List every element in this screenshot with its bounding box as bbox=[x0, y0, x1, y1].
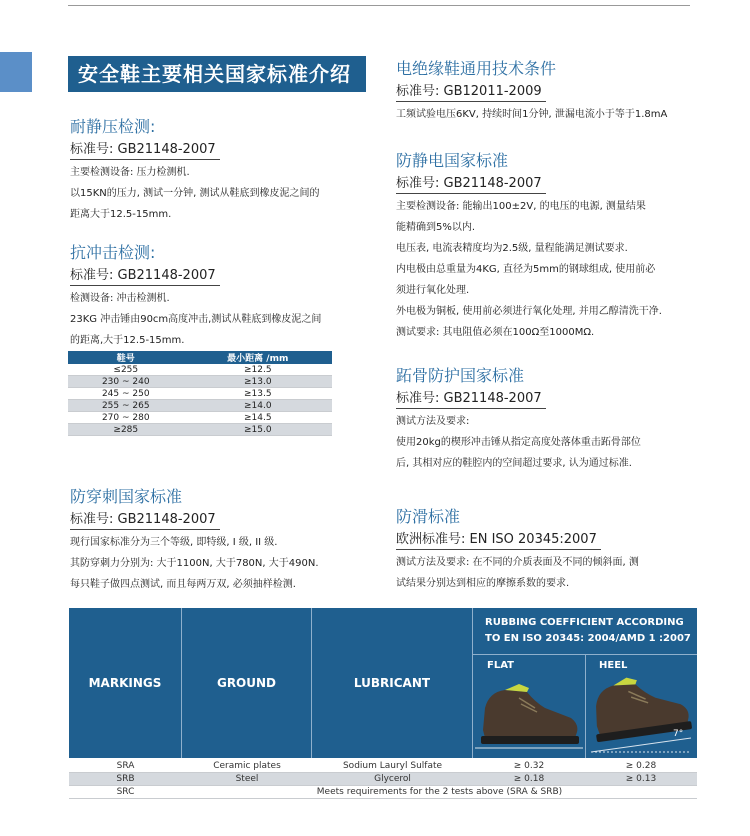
body-line: 试结果分别达到相应的摩擦系数的要求. bbox=[396, 578, 570, 589]
table-row bbox=[69, 786, 697, 799]
table-row bbox=[68, 364, 332, 376]
top-rule bbox=[68, 5, 690, 6]
table-cell: 270 ~ 280 bbox=[68, 412, 184, 424]
table-cell: Sodium Lauryl Sulfate bbox=[312, 760, 473, 773]
body-line: 每只鞋子做四点测试, 而且每两万双, 必须抽样检测. bbox=[70, 579, 296, 590]
body-line: 外电极为铜板, 使用前必须进行氧化处理, 并用乙醇清洗干净. bbox=[396, 306, 662, 317]
table-cell: ≥15.0 bbox=[184, 424, 332, 436]
shoe-flat-image bbox=[475, 678, 583, 756]
body-line: 测试方法及要求: 在不同的介质表面及不同的倾斜面, 测 bbox=[396, 557, 639, 568]
table-row bbox=[68, 412, 332, 424]
body-line: 23KG 冲击锤由90cm高度冲击,测试从鞋底到橡皮泥之间 bbox=[70, 314, 322, 325]
standard-number: 标准号: GB21148-2007 bbox=[396, 389, 546, 409]
shoe-heel-image bbox=[587, 674, 695, 758]
table-cell: ≥12.5 bbox=[184, 364, 332, 376]
rubbing-coefficient-header bbox=[69, 608, 697, 758]
rubbing-title-line: RUBBING COEFFICIENT ACCORDING bbox=[485, 617, 684, 628]
column-header-ground: GROUND bbox=[182, 608, 312, 758]
table-cell: ≤255 bbox=[68, 364, 184, 376]
body-line: 须进行氧化处理. bbox=[396, 285, 470, 296]
standard-number: 标准号: GB21148-2007 bbox=[70, 140, 220, 160]
table-cell: ≥14.5 bbox=[184, 412, 332, 424]
table-cell: SRB bbox=[69, 773, 182, 786]
table-cell: Glycerol bbox=[312, 773, 473, 786]
standard-number: 欧洲标准号: EN ISO 20345:2007 bbox=[396, 530, 601, 550]
section-heading: 跖骨防护国家标准 bbox=[396, 366, 525, 385]
section-impact bbox=[70, 242, 370, 351]
table-row bbox=[68, 400, 332, 412]
header-divider bbox=[585, 654, 586, 758]
table-cell: 245 ~ 250 bbox=[68, 388, 184, 400]
table-cell: ≥13.5 bbox=[184, 388, 332, 400]
rubbing-coefficient-title bbox=[473, 608, 697, 654]
table-cell: ≥ 0.32 bbox=[473, 760, 585, 773]
column-header-heel: HEEL bbox=[599, 660, 628, 671]
body-line: 距离大于12.5-15mm. bbox=[70, 209, 172, 220]
section-puncture bbox=[70, 486, 370, 595]
standard-number: 标准号: GB21148-2007 bbox=[396, 174, 546, 194]
body-line: 内电极由总重量为4KG, 直径为5mm的钢球组成, 使用前必 bbox=[396, 264, 656, 275]
section-heading: 防静电国家标准 bbox=[396, 151, 509, 170]
table-cell: SRC bbox=[69, 786, 182, 799]
body-line: 的距离,大于12.5-15mm. bbox=[70, 335, 185, 346]
section-heading: 防滑标准 bbox=[396, 507, 461, 526]
body-line: 其防穿刺力分别为: 大于1100N, 大于780N, 大于490N. bbox=[70, 558, 319, 569]
section-metatarsal bbox=[396, 365, 716, 474]
angle-label: 7° bbox=[673, 729, 684, 739]
standard-number: 标准号: GB21148-2007 bbox=[70, 266, 220, 286]
body-line: 测试要求: 其电阻值必须在100Ω至1000MΩ. bbox=[396, 327, 595, 338]
body-line: 电压表, 电流表精度均为2.5级, 量程能满足测试要求. bbox=[396, 243, 628, 254]
body-line: 主要检测设备: 能输出100±2V, 的电压的电源, 测量结果 bbox=[396, 201, 646, 212]
section-heading: 防穿刺国家标准 bbox=[70, 487, 183, 506]
body-line: 能精确到5%以内. bbox=[396, 222, 476, 233]
table-cell: ≥ 0.13 bbox=[585, 773, 697, 786]
table-cell: ≥285 bbox=[68, 424, 184, 436]
section-heading: 抗冲击检测: bbox=[70, 243, 156, 262]
body-line: 后, 其相对应的鞋腔内的空间超过要求, 认为通过标准. bbox=[396, 458, 632, 469]
table-cell: Steel bbox=[182, 773, 312, 786]
table-cell: ≥14.0 bbox=[184, 400, 332, 412]
page-title: 安全鞋主要相关国家标准介绍 bbox=[68, 56, 366, 92]
table-cell: Meets requirements for the 2 tests above (SRA & SRB) bbox=[182, 786, 697, 799]
rubbing-title-line: TO EN ISO 20345: 2004/AMD 1 :2007 bbox=[485, 633, 691, 644]
table-header: 鞋号 bbox=[68, 351, 184, 364]
table-cell: Ceramic plates bbox=[182, 760, 312, 773]
section-insulation bbox=[396, 58, 716, 125]
column-header-lubricant: LUBRICANT bbox=[312, 608, 473, 758]
section-heading: 耐静压检测: bbox=[70, 117, 156, 136]
rubbing-coefficient-table bbox=[69, 760, 697, 799]
column-header-markings: MARKINGS bbox=[69, 608, 182, 758]
section-antistatic-pressure bbox=[70, 116, 370, 225]
impact-distance-table bbox=[68, 351, 332, 436]
table-row bbox=[68, 424, 332, 436]
table-row bbox=[68, 388, 332, 400]
body-line: 使用20kg的楔形冲击锤从指定高度处落体重击跖骨部位 bbox=[396, 437, 641, 448]
column-header-flat: FLAT bbox=[487, 660, 514, 671]
table-header-row bbox=[68, 351, 332, 364]
standard-number: 标准号: GB21148-2007 bbox=[70, 510, 220, 530]
section-slip bbox=[396, 506, 716, 594]
body-line: 现行国家标准分为三个等级, 即特级, I 级, II 级. bbox=[70, 537, 278, 548]
table-cell: ≥13.0 bbox=[184, 376, 332, 388]
body-line: 检测设备: 冲击检测机. bbox=[70, 293, 170, 304]
table-row bbox=[68, 376, 332, 388]
section-antistatic-standard bbox=[396, 150, 716, 343]
table-cell: ≥ 0.18 bbox=[473, 773, 585, 786]
table-cell: 230 ~ 240 bbox=[68, 376, 184, 388]
body-line: 主要检测设备: 压力检测机. bbox=[70, 167, 190, 178]
body-line: 测试方法及要求: bbox=[396, 416, 470, 427]
standard-number: 标准号: GB12011-2009 bbox=[396, 82, 546, 102]
section-heading: 电绝缘鞋通用技术条件 bbox=[396, 59, 557, 78]
table-cell: SRA bbox=[69, 760, 182, 773]
table-header: 最小距离 /mm bbox=[184, 351, 332, 364]
body-line: 工频试验电压6KV, 持续时间1分钟, 泄漏电流小于等于1.8mA bbox=[396, 109, 668, 120]
table-cell: ≥ 0.28 bbox=[585, 760, 697, 773]
table-cell: 255 ~ 265 bbox=[68, 400, 184, 412]
body-line: 以15KN的压力, 测试一分钟, 测试从鞋底到橡皮泥之间的 bbox=[70, 188, 320, 199]
table-row bbox=[69, 760, 697, 773]
table-row bbox=[69, 773, 697, 786]
side-tab-marker bbox=[0, 52, 32, 92]
